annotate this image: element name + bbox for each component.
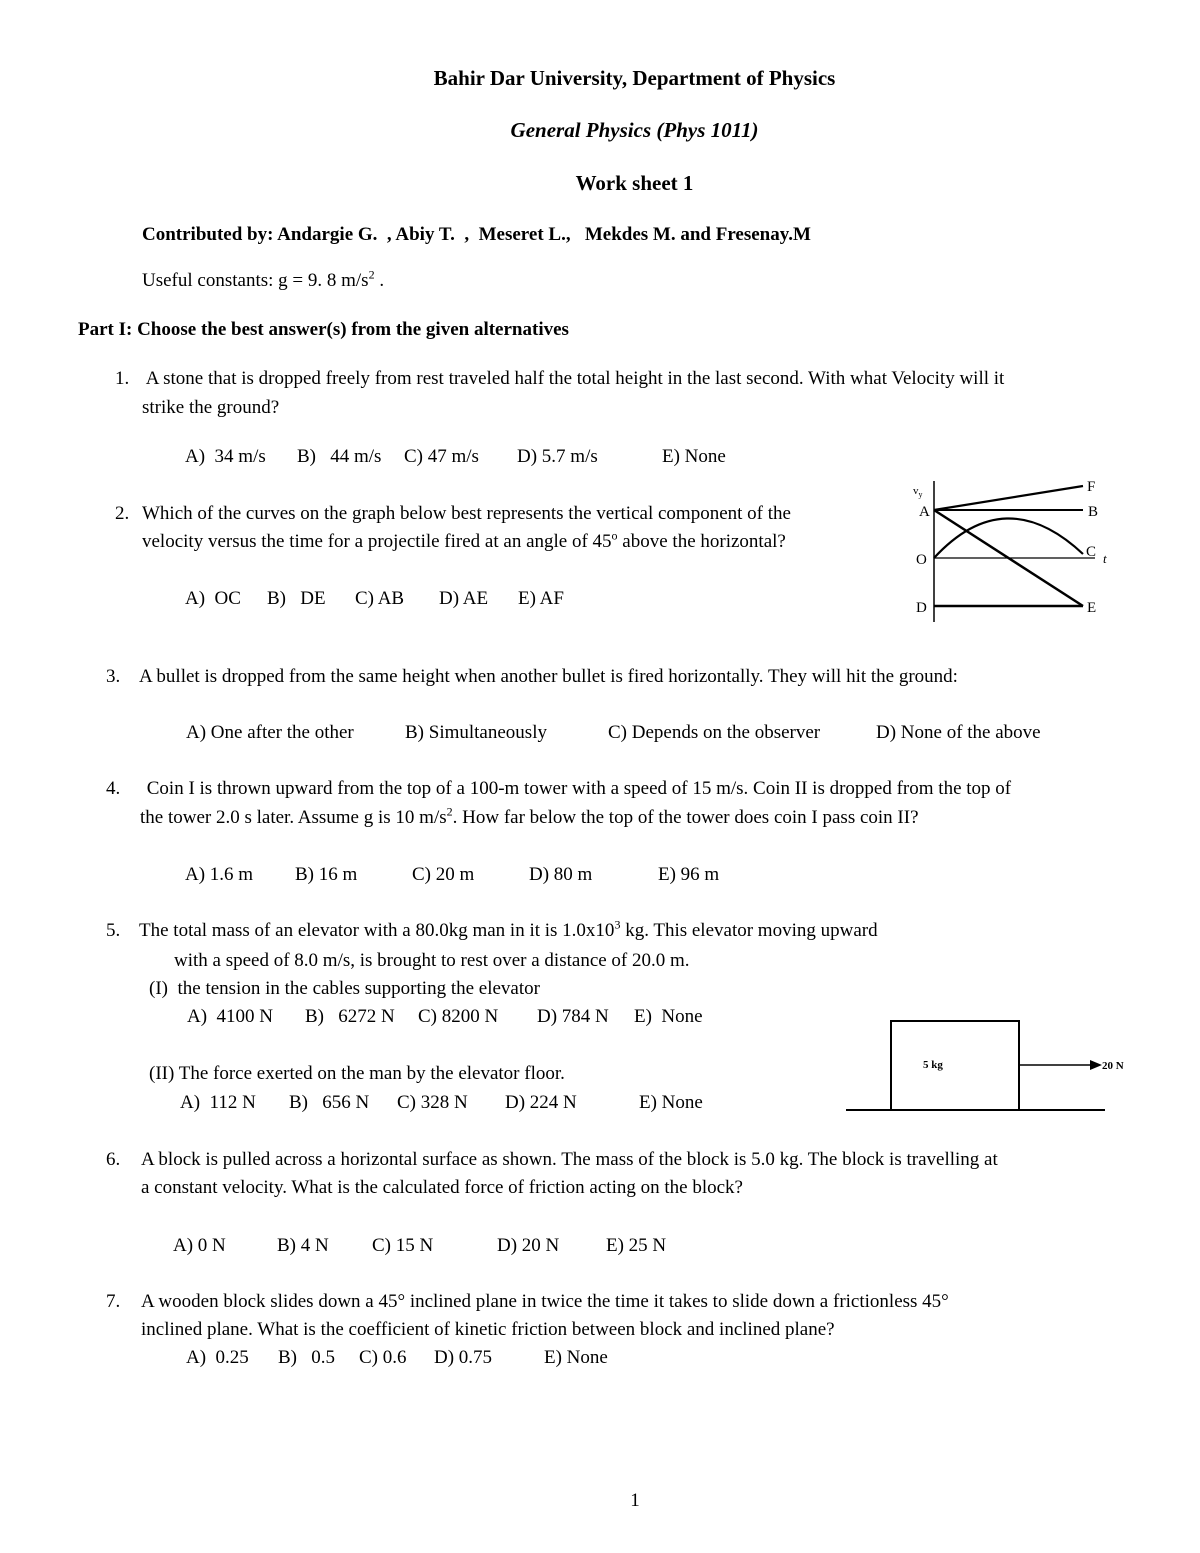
graph-line-af [934, 486, 1083, 510]
graph-label-b: B [1088, 504, 1099, 520]
q5-text-line1-post: kg. This elevator moving upward [620, 920, 878, 941]
q5-text-line1-pre: The total mass of an elevator with a 80.0kg man in it is 1.0x10 [139, 920, 615, 941]
useful-constants [142, 267, 385, 292]
q2-text-line1: Which of the curves on the graph below best represents the vertical component of the [142, 503, 791, 524]
q2-number: 2. [115, 503, 130, 524]
graph-label-t: t [1103, 551, 1107, 566]
q6-option-e[interactable]: E) 25 N [606, 1235, 667, 1256]
q5-part1-option-a[interactable]: A) 4100 N [187, 1006, 274, 1027]
q1-option-a[interactable]: A) 34 m/s [185, 446, 266, 467]
q5-part1-option-b[interactable]: B) 6272 N [305, 1006, 395, 1027]
q6-option-d[interactable]: D) 20 N [497, 1235, 560, 1256]
q7-text-line1: A wooden block slides down a 45° inclined plane in twice the time it takes to slide down a frictionless 45° [141, 1291, 949, 1312]
q4-option-c[interactable]: C) 20 m [412, 864, 475, 885]
contributors-names: Andargie G. , Abiy T. , Meseret L., Mekdes M. and Fresenay.M [277, 224, 811, 245]
force-label: 20 N [1102, 1060, 1124, 1072]
q6-number: 6. [106, 1149, 121, 1170]
q4-text-line2-pre: the tower 2.0 s later. Assume g is 10 m/s [140, 807, 447, 828]
q5-part1-option-d[interactable]: D) 784 N [537, 1006, 609, 1027]
page-number: 1 [630, 1490, 640, 1511]
graph-label-f: F [1087, 479, 1096, 495]
q4-text-line2-post: . How far below the top of the tower does coin I pass coin II? [452, 807, 919, 828]
q3-number: 3. [106, 666, 121, 687]
graph-label-d: D [916, 600, 927, 616]
q7-options [0, 1347, 1200, 1371]
q5-part2-option-c[interactable]: C) 328 N [397, 1092, 468, 1113]
worksheet-title: Work sheet 1 [575, 171, 694, 195]
q1-option-d[interactable]: D) 5.7 m/s [517, 446, 598, 467]
constants-exponent: 2 [368, 267, 375, 282]
q2-option-e[interactable]: E) AF [518, 588, 564, 609]
q6-option-c[interactable]: C) 15 N [372, 1235, 434, 1256]
q5-exponent: 3 [614, 917, 621, 932]
q3-option-d[interactable]: D) None of the above [876, 722, 1041, 743]
force-arrow-head [1090, 1060, 1102, 1070]
q3-option-c[interactable]: C) Depends on the observer [608, 722, 821, 743]
q6-option-b[interactable]: B) 4 N [277, 1235, 329, 1256]
q6-text-line1: A block is pulled across a horizontal surface as shown. The mass of the block is 5.0 kg. The block is travelling at [141, 1149, 998, 1170]
q2-velocity-graph [905, 476, 1120, 626]
q5-part2-option-b[interactable]: B) 656 N [289, 1092, 370, 1113]
q4-option-b[interactable]: B) 16 m [295, 864, 358, 885]
q1-text-line2: strike the ground? [142, 397, 280, 418]
q5-text-line2: with a speed of 8.0 m/s, is brought to rest over a distance of 20.0 m. [174, 950, 690, 971]
block-mass-label: 5 kg [923, 1059, 943, 1071]
q4-option-d[interactable]: D) 80 m [529, 864, 593, 885]
q1-options [0, 446, 1200, 470]
q1-number: 1. [115, 368, 130, 389]
q6-block-figure [840, 1015, 1130, 1120]
part1-heading: Part I: Choose the best answer(s) from the given alternatives [78, 319, 569, 340]
q1-text-line1: A stone that is dropped freely from rest traveled half the total height in the last second. With what Velocity will it [142, 368, 1005, 389]
q5-text-line1 [139, 917, 878, 942]
q1-option-b[interactable]: B) 44 m/s [297, 446, 382, 467]
contributors-line [142, 224, 811, 246]
q4-text-line2 [140, 804, 919, 829]
graph-label-c: C [1086, 544, 1097, 560]
q6-text-line2: a constant velocity. What is the calculated force of friction acting on the block? [141, 1177, 743, 1198]
q5-part2-option-d[interactable]: D) 224 N [505, 1092, 577, 1113]
graph-vy-label: $v_y$ [913, 485, 923, 499]
q4-exponent: 2 [446, 804, 453, 819]
q1-option-c[interactable]: C) 47 m/s [404, 446, 479, 467]
graph-label-o: O [916, 552, 927, 568]
q4-options [0, 864, 1200, 888]
graph-label-a: A [919, 504, 930, 520]
q5-part1-text: (I) the tension in the cables supporting the elevator [149, 978, 540, 999]
q4-text-line1: Coin I is thrown upward from the top of a 100-m tower with a speed of 15 m/s. Coin II is dropped from the top of [142, 778, 1012, 799]
q2-text-line2-pre: velocity versus the time for a projectile fired at an angle of 45 [142, 531, 612, 552]
q3-option-b[interactable]: B) Simultaneously [405, 722, 547, 743]
q2-text-line2 [142, 528, 786, 553]
constants-suffix: . [374, 270, 385, 291]
q7-option-c[interactable]: C) 0.6 [359, 1347, 407, 1368]
contributors-label: Contributed by: [142, 224, 274, 245]
university-title: Bahir Dar University, Department of Physics [433, 66, 836, 90]
constants-text: Useful constants: g = 9. 8 m/s [142, 270, 369, 291]
q6-options [0, 1235, 1200, 1259]
q7-number: 7. [106, 1291, 121, 1312]
q2-degree: o [611, 528, 618, 543]
q2-option-a[interactable]: A) OC [185, 588, 241, 609]
graph-label-e: E [1087, 600, 1097, 616]
q2-text-line2-post: above the horizontal? [617, 531, 786, 552]
q4-number: 4. [106, 778, 121, 799]
q2-option-c[interactable]: C) AB [355, 588, 405, 609]
q7-option-e[interactable]: E) None [544, 1347, 608, 1368]
q1-option-e[interactable]: E) None [662, 446, 726, 467]
q3-options [0, 722, 1200, 746]
q6-option-a[interactable]: A) 0 N [173, 1235, 226, 1256]
q7-option-b[interactable]: B) 0.5 [278, 1347, 335, 1368]
q5-part2-text: (II) The force exerted on the man by the elevator floor. [149, 1063, 565, 1084]
q4-option-a[interactable]: A) 1.6 m [185, 864, 254, 885]
q2-option-b[interactable]: B) DE [267, 588, 326, 609]
course-title: General Physics (Phys 1011) [510, 118, 759, 142]
q2-option-d[interactable]: D) AE [439, 588, 489, 609]
q5-number: 5. [106, 920, 121, 941]
q4-option-e[interactable]: E) 96 m [658, 864, 720, 885]
q5-part2-option-a[interactable]: A) 112 N [180, 1092, 256, 1113]
q7-option-d[interactable]: D) 0.75 [434, 1347, 493, 1368]
q5-part1-option-c[interactable]: C) 8200 N [418, 1006, 499, 1027]
q5-part2-option-e[interactable]: E) None [639, 1092, 703, 1113]
q5-part1-option-e[interactable]: E) None [634, 1006, 703, 1027]
q7-option-a[interactable]: A) 0.25 [186, 1347, 249, 1368]
q3-option-a[interactable]: A) One after the other [186, 722, 354, 743]
q7-text-line2: inclined plane. What is the coefficient of kinetic friction between block and inclined plane? [141, 1319, 835, 1340]
block-rect [891, 1021, 1019, 1110]
q3-text: A bullet is dropped from the same height when another bullet is fired horizontally. They will hit the ground: [139, 666, 958, 687]
